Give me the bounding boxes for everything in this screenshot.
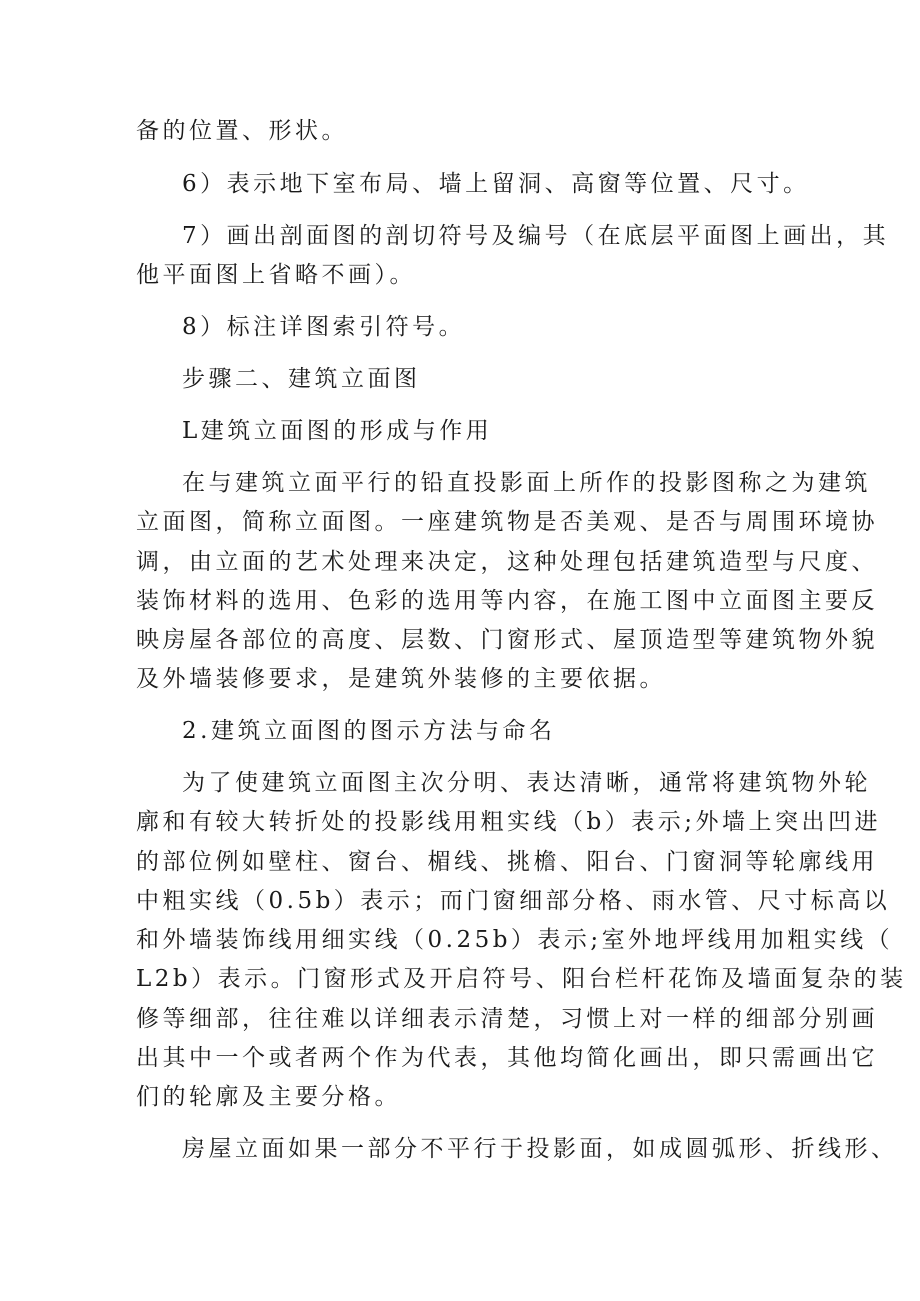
text-line-12: 映房屋各部位的高度、层数、门窗形式、屋顶造型等建筑物外貌 bbox=[136, 627, 878, 653]
text-line-9: 立面图，简称立面图。一座建筑物是否美观、是否与周围环境协 bbox=[136, 509, 878, 535]
text-line-11: 装饰材料的选用、色彩的选用等内容，在施工图中立面图主要反 bbox=[136, 588, 878, 614]
text-line-1: 备的位置、形状。 bbox=[136, 118, 348, 144]
text-line-5: 8）标注详图索引符号。 bbox=[182, 314, 466, 340]
text-line-2: 6）表示地下室布局、墙上留洞、高窗等位置、尺寸。 bbox=[182, 171, 810, 197]
text-line-23: 们的轮廓及主要分格。 bbox=[136, 1084, 401, 1110]
subsection-heading-1: L建筑立面图的形成与作用 bbox=[182, 418, 493, 444]
text-line-4: 他平面图上省略不画）。 bbox=[136, 262, 416, 288]
text-line-22: 出其中一个或者两个作为代表，其他均简化画出，即只需画出它 bbox=[136, 1045, 878, 1071]
text-line-15: 为了使建筑立面图主次分明、表达清晰，通常将建筑物外轮 bbox=[182, 770, 871, 796]
text-line-19: 和外墙装饰线用细实线（0.25b）表示;室外地坪线用加粗实线（ bbox=[136, 927, 894, 953]
text-line-8: 在与建筑立面平行的铅直投影面上所作的投影图称之为建筑 bbox=[182, 470, 871, 496]
subsection-heading-2: 2.建筑立面图的图示方法与命名 bbox=[182, 718, 556, 744]
text-line-20: L2b）表示。门窗形式及开启符号、阳台栏杆花饰及墙面复杂的装 bbox=[136, 966, 907, 992]
text-line-10: 调，由立面的艺术处理来决定，这种处理包括建筑造型与尺度、 bbox=[136, 549, 878, 575]
text-line-16: 廓和有较大转折处的投影线用粗实线（b）表示;外墙上突出凹进 bbox=[136, 809, 881, 835]
text-line-17: 的部位例如壁柱、窗台、楣线、挑檐、阳台、门窗洞等轮廓线用 bbox=[136, 849, 878, 875]
text-line-13: 及外墙装修要求，是建筑外装修的主要依据。 bbox=[136, 666, 666, 692]
text-line-21: 修等细部，往往难以详细表示清楚，习惯上对一样的细部分别画 bbox=[136, 1006, 878, 1032]
text-line-18: 中粗实线（0.5b）表示；而门窗细部分格、雨水管、尺寸标高以 bbox=[136, 888, 891, 914]
text-line-24: 房屋立面如果一部分不平行于投影面，如成圆弧形、折线形、 bbox=[182, 1136, 898, 1162]
text-line-3: 7）画出剖面图的剖切符号及编号（在底层平面图上画出，其 bbox=[182, 223, 890, 249]
section-heading: 步骤二、建筑立面图 bbox=[182, 366, 421, 392]
